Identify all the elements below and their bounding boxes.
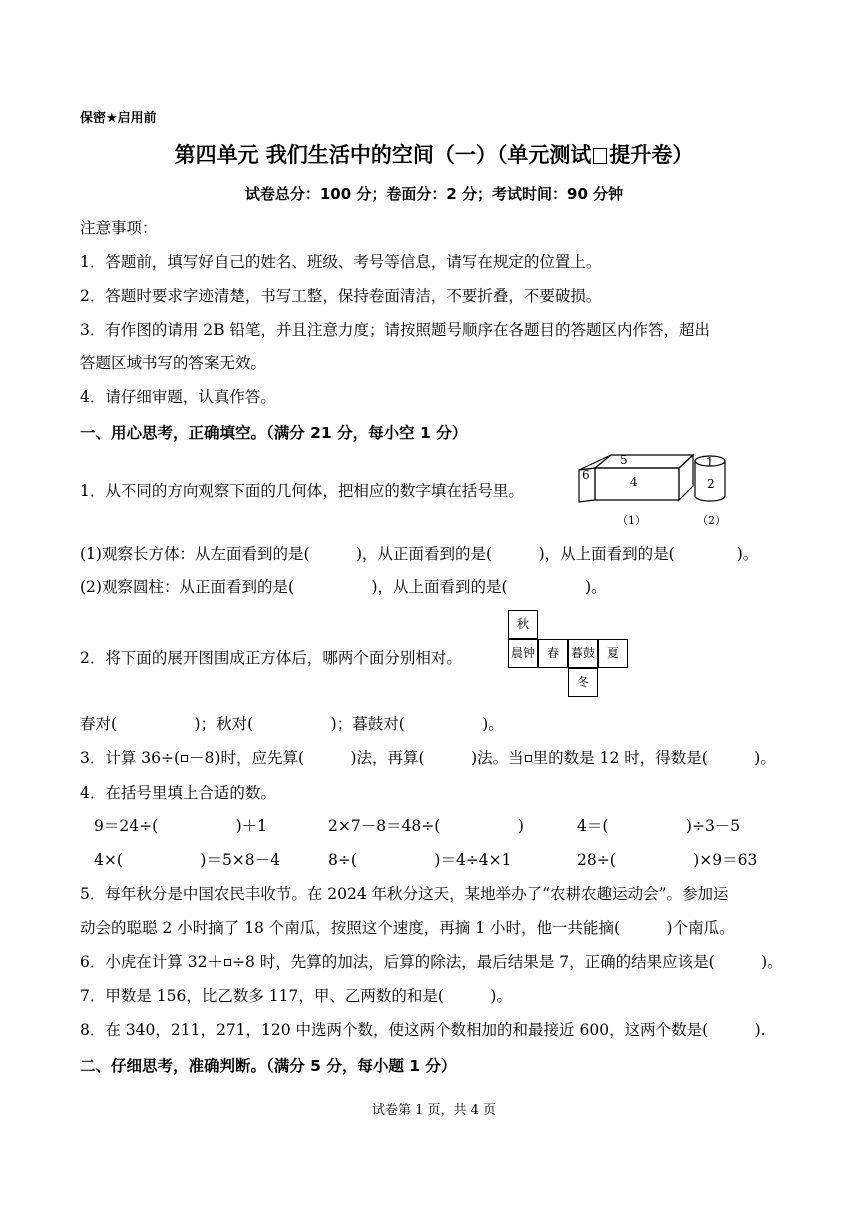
q4-blank: 4＝( )÷3－5 <box>577 817 741 835</box>
net-cell: 暮鼓 <box>568 639 598 668</box>
q6-part: ÷8 时，先算的加法，后算的除法，最后结果是 7，正确的结果应该是( )。 <box>232 953 783 971</box>
note-item: 答题区域书写的答案无效。 <box>80 354 267 372</box>
cylinder-caption: （2） <box>697 514 726 527</box>
confidential-label: 保密★启用前 <box>80 111 157 126</box>
q4-blank: 9＝24÷( )＋1 <box>94 817 268 835</box>
cylinder-top-label: 1 <box>706 455 714 469</box>
exam-info: 试卷总分：100 分；卷面分：2 分；考试时间：90 分钟 <box>244 185 624 203</box>
q8-text: 8．在 340，211，271，120 中选两个数，使这两个数相加的和最接近 600，这两个数是( ). <box>80 1021 766 1039</box>
q4-blank: 8÷( )＝4÷4×1 <box>328 851 512 869</box>
small-square-icon <box>525 755 532 762</box>
section2-heading: 二、仔细思考，准确判断。（满分 5 分，每小题 1 分） <box>80 1057 457 1075</box>
q4-text: 4．在括号里填上合适的数。 <box>80 784 276 802</box>
q3-part: 里的数是 12 时，得数是( )。 <box>532 749 776 767</box>
note-item: 1．答题前，填写好自己的姓名、班级、考号等信息，请写在规定的位置上。 <box>80 253 602 271</box>
q3-part: 3．计算 36÷( <box>80 749 181 767</box>
page-title <box>0 139 868 169</box>
net-cell: 秋 <box>508 610 538 639</box>
small-square-icon <box>181 755 188 762</box>
net-cell: 晨钟 <box>508 639 538 668</box>
q1-text: 1．从不同的方向观察下面的几何体，把相应的数字填在括号里。 <box>80 482 524 500</box>
q7-text: 7．甲数是 156，比乙数多 117，甲、乙两数的和是( )。 <box>80 987 512 1005</box>
q4-blank: 28÷( )×9＝63 <box>577 851 758 869</box>
notes-heading: 注意事项： <box>80 219 158 237</box>
note-item: 4．请仔细审题，认真作答。 <box>80 388 276 406</box>
q3-part: －8)时，应先算( )法，再算( )法。当 <box>189 749 524 767</box>
square-glyph-icon <box>593 148 607 164</box>
q6-part: 6．小虎在计算 32＋ <box>80 953 224 971</box>
cuboid-front-label: 4 <box>630 475 638 489</box>
page-footer: 试卷第 1 页，共 4 页 <box>371 1103 497 1118</box>
q6-text <box>80 952 783 972</box>
small-square-icon <box>224 959 231 966</box>
section1-heading: 一、用心思考，正确填空。（满分 21 分，每小空 1 分） <box>80 424 468 442</box>
q3-text <box>80 748 776 768</box>
cuboid-top-label: 5 <box>620 453 628 467</box>
q2-answer: 春对( )；秋对( )；暮鼓对( )。 <box>80 715 504 733</box>
note-item: 3．有作图的请用 2B 铅笔，并且注意力度；请按照题号顺序在各题目的答题区内作答，超出 <box>80 321 710 339</box>
q5-line1: 5．每年秋分是中国农民丰收节。在 2024 年秋分这天，某地举办了“农耕农趣运动会”。参加运 <box>80 885 729 903</box>
cylinder-front-label: 2 <box>707 477 715 491</box>
q5-line2: 动会的聪聪 2 小时摘了 18 个南瓜，按照这个速度，再摘 1 小时，他一共能摘( )个南瓜。 <box>80 919 735 937</box>
note-item: 2．答题时要求字迹清楚，书写工整，保持卷面清洁，不要折叠，不要破损。 <box>80 287 602 305</box>
cuboid-caption: （1） <box>617 514 646 527</box>
q1-sub2: (2)观察圆柱：从正面看到的是( )，从上面看到的是( )。 <box>80 578 607 596</box>
net-cell: 冬 <box>568 668 598 697</box>
net-cell: 春 <box>538 639 568 668</box>
title-right: 提升卷） <box>609 143 694 167</box>
cuboid-side-label: 6 <box>582 468 590 482</box>
q4-blank: 4×( )＝5×8－4 <box>94 851 281 869</box>
title-left: 第四单元 我们生活中的空间（一）（单元测试 <box>174 143 592 167</box>
q1-sub1: (1)观察长方体：从左面看到的是( )，从正面看到的是( )，从上面看到的是( )。 <box>80 545 759 563</box>
q2-text: 2．将下面的展开图围成正方体后，哪两个面分别相对。 <box>80 649 462 667</box>
q4-blank: 2×7－8＝48÷( ) <box>328 817 524 835</box>
net-cell: 夏 <box>598 639 628 668</box>
